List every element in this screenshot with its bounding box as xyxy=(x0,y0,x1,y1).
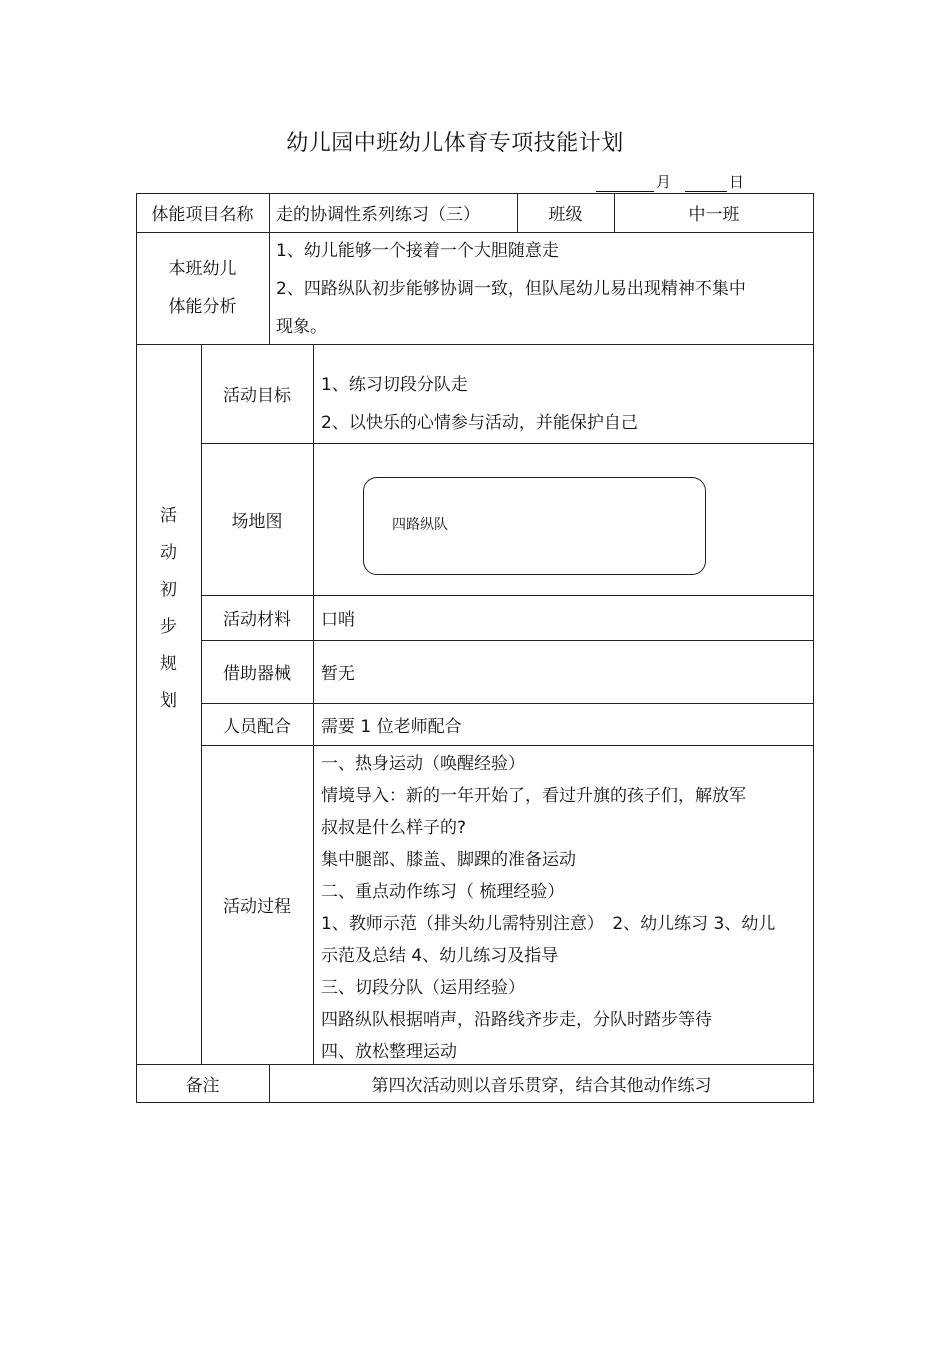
analysis-line: 2、四路纵队初步能够协调一致，但队尾幼儿易出现精神不集中 xyxy=(276,279,746,299)
analysis-line: 1、幼儿能够一个接着一个大胆随意走 xyxy=(276,241,559,261)
process-line: 四、放松整理运动 xyxy=(321,1042,457,1062)
goal-content xyxy=(321,366,811,442)
material-label: 活动材料 xyxy=(223,610,291,630)
col-row1-a xyxy=(269,193,270,232)
staff-value: 需要 1 位老师配合 xyxy=(321,716,462,737)
process-line: 情境导入：新的一年开始了，看过升旗的孩子们，解放军 xyxy=(321,786,746,806)
day-unit: 日 xyxy=(729,173,745,191)
process-line: 集中腿部、膝盖、脚踝的准备运动 xyxy=(321,850,576,870)
process-line: 一、热身运动（唤醒经验） xyxy=(321,754,525,774)
site-diagram-box xyxy=(363,477,706,575)
plan-char: 划 xyxy=(160,691,177,711)
material-value: 口哨 xyxy=(321,610,355,630)
page-title: 幼儿园中班幼儿体育专项技能计划 xyxy=(286,131,624,156)
note-label: 备注 xyxy=(185,1076,220,1096)
process-line: 三、切段分队（运用经验） xyxy=(321,978,525,998)
equipment-label: 借助器械 xyxy=(223,664,291,684)
analysis-label xyxy=(136,232,269,344)
staff-label: 人员配合 xyxy=(223,716,291,737)
plan-char: 步 xyxy=(160,617,177,637)
class-value: 中一班 xyxy=(688,205,740,225)
analysis-label-line2: 体能分析 xyxy=(168,297,237,317)
goal-label: 活动目标 xyxy=(223,386,291,406)
site-label: 场地图 xyxy=(231,511,283,532)
process-label: 活动过程 xyxy=(223,897,291,917)
project-name-label: 体能项目名称 xyxy=(151,205,254,225)
month-blank xyxy=(596,175,654,192)
analysis-line: 现象。 xyxy=(276,317,327,337)
day-blank xyxy=(685,175,727,192)
process-line: 示范及总结 4、幼儿练习及指导 xyxy=(321,946,559,966)
process-line: 叔叔是什么样子的? xyxy=(321,818,467,838)
analysis-label-line1: 本班幼儿 xyxy=(168,259,237,279)
process-line: 二、重点动作练习（ 梳理经验） xyxy=(321,882,565,902)
equipment-value: 暂无 xyxy=(321,664,355,684)
process-content xyxy=(321,748,811,1068)
plan-char: 动 xyxy=(160,543,177,563)
col-plan-inner xyxy=(313,344,314,1064)
class-label: 班级 xyxy=(548,205,583,225)
process-line: 1、教师示范（排头幼儿需特别注意） 2、幼儿练习 3、幼儿 xyxy=(321,914,776,934)
plan-char: 初 xyxy=(160,580,177,600)
site-diagram-text: 四路纵队 xyxy=(392,517,448,533)
plan-char: 活 xyxy=(160,506,177,526)
plan-char: 规 xyxy=(160,654,177,674)
month-unit: 月 xyxy=(656,173,672,191)
analysis-content xyxy=(276,232,811,344)
plan-section-label xyxy=(136,344,201,1064)
date-line xyxy=(596,171,748,192)
goal-line: 2、以快乐的心情参与活动，并能保护自己 xyxy=(321,413,638,433)
goal-line: 1、练习切段分队走 xyxy=(321,375,468,395)
note-value: 第四次活动则以音乐贯穿，结合其他动作练习 xyxy=(371,1076,712,1096)
col-analysis xyxy=(269,232,270,344)
process-line: 四路纵队根据哨声，沿路线齐步走，分队时踏步等待 xyxy=(321,1010,712,1030)
project-name-value: 走的协调性系列练习（三） xyxy=(276,205,480,225)
